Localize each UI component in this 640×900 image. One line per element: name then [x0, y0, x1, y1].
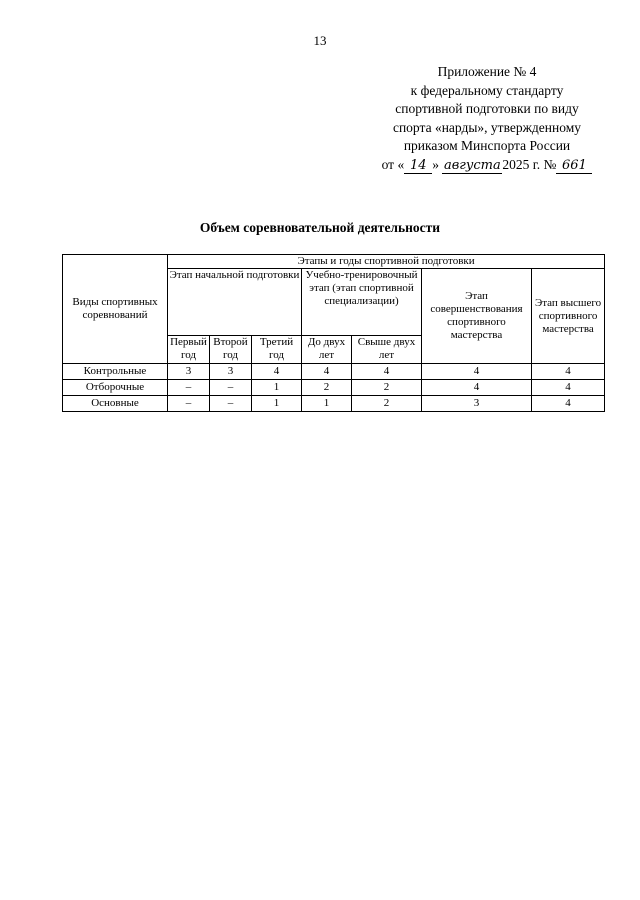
over-two-years-header: Свыше двух лет	[352, 336, 422, 364]
table-cell: 4	[352, 364, 422, 380]
table-cell: 4	[252, 364, 302, 380]
table-cell: 3	[210, 364, 252, 380]
table-cell: –	[168, 396, 210, 412]
table-cell: 4	[532, 396, 605, 412]
table-cell: 2	[352, 396, 422, 412]
year-text: 2025 г. №	[502, 156, 557, 172]
handwritten-order-number: 661	[556, 159, 592, 174]
table-cell: –	[210, 396, 252, 412]
table-cell: 1	[252, 380, 302, 396]
handwritten-month: августа	[443, 157, 501, 173]
appendix-block	[362, 63, 612, 175]
table-cell: –	[210, 380, 252, 396]
row-label: Контрольные	[63, 364, 168, 380]
table-cell: 2	[302, 380, 352, 396]
table-cell: 1	[302, 396, 352, 412]
year-second-header: Второй год	[210, 336, 252, 364]
appendix-line-3: спортивной подготовки по виду	[395, 101, 579, 117]
table-cell: 2	[352, 380, 422, 396]
date-prefix: от «	[381, 156, 405, 172]
year-third-header: Третий год	[252, 336, 302, 364]
page-number: 13	[313, 33, 327, 48]
table-row	[63, 380, 605, 396]
up-to-two-years-header: До двух лет	[302, 336, 352, 364]
appendix-line-2: к федеральному стандарту	[410, 82, 564, 98]
competition-types-header: Виды спортивных соревнований	[63, 255, 168, 364]
handwritten-day: 14	[404, 159, 432, 174]
year-first-header: Первый год	[168, 336, 210, 364]
table-cell: 4	[302, 364, 352, 380]
table-cell: –	[168, 380, 210, 396]
table-cell: 3	[422, 396, 532, 412]
competition-volume-table	[62, 254, 605, 412]
stage-improvement-header: Этап совершенствования спортивного мастерства	[422, 269, 532, 364]
stage-training-header: Учебно-тренировочный этап (этап спортивной специализации)	[302, 269, 422, 336]
appendix-line-4: спорта «нарды», утвержденному	[392, 119, 582, 135]
stage-higher-header: Этап высшего спортивного мастерства	[532, 269, 605, 364]
table-row	[63, 364, 605, 380]
table-cell: 4	[532, 364, 605, 380]
row-label: Отборочные	[63, 380, 168, 396]
table-cell: 4	[532, 380, 605, 396]
table-cell: 1	[252, 396, 302, 412]
table-cell: 3	[168, 364, 210, 380]
table-cell: 4	[422, 380, 532, 396]
table-cell: 4	[422, 364, 532, 380]
row-label: Основные	[63, 396, 168, 412]
appendix-line-1: Приложение № 4	[437, 64, 537, 79]
stage-initial-header: Этап начальной подготовки	[168, 269, 302, 336]
stages-header: Этапы и годы спортивной подготовки	[168, 255, 605, 269]
document-title: Объем соревновательной деятельности	[199, 220, 441, 235]
table-row	[63, 396, 605, 412]
quote-close: »	[432, 156, 439, 172]
appendix-line-5: приказом Минспорта России	[403, 138, 571, 154]
order-date-line	[362, 156, 612, 175]
